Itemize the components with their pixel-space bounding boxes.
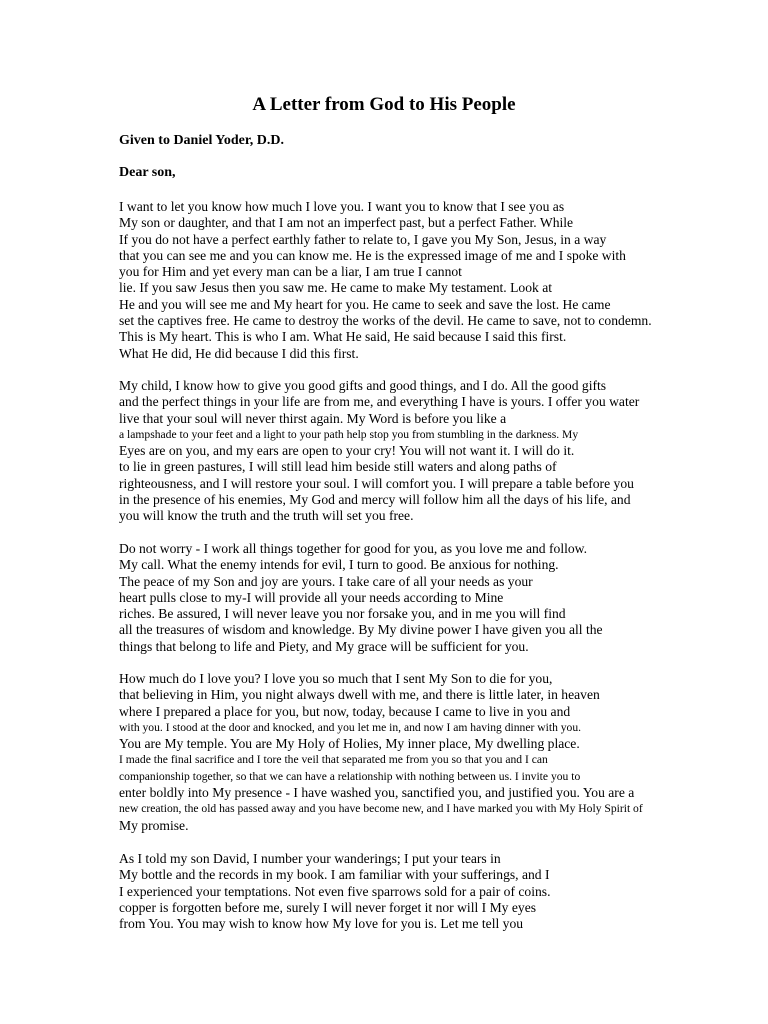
text-line: I want to let you know how much I love you. I want you to know that I see you as xyxy=(119,199,565,214)
text-line: in the presence of his enemies, My God and mercy will follow him all the days of his life, and xyxy=(119,492,631,508)
salutation: Dear son, xyxy=(119,165,176,180)
text-line: I made the final sacrifice and I tore the veil that separated me from you so that you and I can xyxy=(119,753,548,767)
text-line: heart pulls close to my-I will provide all your needs according to Mine xyxy=(119,589,504,605)
text-line: righteousness, and I will restore your soul. I will comfort you. I will prepare a table before you xyxy=(119,475,634,491)
text-line: My promise. xyxy=(119,817,189,833)
document-title: A Letter from God to His People xyxy=(252,94,516,115)
text-line: that believing in Him, you night always dwell with me, and there is little later, in heaven xyxy=(119,687,600,703)
text-line: My bottle and the records in my book. I am familiar with your sufferings, and I xyxy=(119,867,550,883)
text-line: If you do not have a perfect earthly father to relate to, I gave you My Son, Jesus, in a way xyxy=(119,231,607,247)
text-line: lie. If you saw Jesus then you saw me. He came to make My testament. Look at xyxy=(119,280,553,296)
text-line: live that your soul will never thirst again. My Word is before you like a xyxy=(119,410,507,426)
text-line: where I prepared a place for you, but now, today, because I came to live in you and xyxy=(119,703,571,719)
text-line: riches. Be assured, I will never leave you nor forsake you, and in me you will find xyxy=(119,606,566,622)
paragraph-1 xyxy=(119,199,652,362)
text-line: a lampshade to your feet and a light to your path help stop you from stumbling in the darkness. My xyxy=(119,427,579,441)
text-line: you will know the truth and the truth will set you free. xyxy=(119,508,414,524)
text-line: and the perfect things in your life are from me, and everything I have is yours. I offer you water xyxy=(119,394,640,410)
text-line: copper is forgotten before me, surely I will never forget it nor will I My eyes xyxy=(119,899,537,915)
text-line: things that belong to life and Piety, and My grace will be sufficient for you. xyxy=(119,638,529,654)
text-line: You are My temple. You are My Holy of Holies, My inner place, My dwelling place. xyxy=(119,736,580,752)
text-line: companionship together, so that we can have a relationship with nothing between us. I invite you to xyxy=(119,769,581,783)
paragraph-4 xyxy=(119,671,643,834)
given-to-line: Given to Daniel Yoder, D.D. xyxy=(119,133,285,148)
text-line: Do not worry - I work all things together for good for you, as you love me and follow. xyxy=(119,541,588,556)
text-line: He and you will see me and My heart for you. He came to seek and save the lost. He came xyxy=(119,296,611,312)
text-line: My child, I know how to give you good gifts and good things, and I do. All the good gifts xyxy=(119,378,607,393)
text-line: to lie in green pastures, I will still lead him beside still waters and along paths of xyxy=(119,459,557,475)
text-line: I experienced your temptations. Not even five sparrows sold for a pair of coins. xyxy=(119,883,551,899)
text-line: The peace of my Son and joy are yours. I take care of all your needs as your xyxy=(119,573,533,589)
text-line: set the captives free. He came to destroy the works of the devil. He came to save, not to condemn. xyxy=(119,313,652,329)
text-line: This is My heart. This is who I am. What He said, He said because I said this first. xyxy=(119,329,567,345)
text-line: enter boldly into My presence - I have washed you, sanctified you, and justified you. You are a xyxy=(119,785,635,801)
text-line: all the treasures of wisdom and knowledge. By My divine power I have given you all the xyxy=(119,622,603,638)
text-line: How much do I love you? I love you so much that I sent My Son to die for you, xyxy=(119,671,553,686)
text-line: What He did, He did because I did this first. xyxy=(119,345,359,361)
text-line: Eyes are on you, and my ears are open to your cry! You will not want it. I will do it. xyxy=(119,443,575,459)
text-line: My call. What the enemy intends for evil, I turn to good. Be anxious for nothing. xyxy=(119,557,559,573)
text-line: that you can see me and you can know me. He is the expressed image of me and I spoke with xyxy=(119,247,626,263)
text-line: As I told my son David, I number your wanderings; I put your tears in xyxy=(119,851,501,866)
text-line: new creation, the old has passed away and you have become new, and I have marked you with My Holy Spirit of xyxy=(119,802,643,816)
paragraph-3 xyxy=(119,541,603,655)
text-line: you for Him and yet every man can be a liar, I am true I cannot xyxy=(119,264,462,280)
paragraph-2 xyxy=(119,378,639,525)
text-line: from You. You may wish to know how My love for you is. Let me tell you xyxy=(119,916,524,932)
text-line: with you. I stood at the door and knocked, and you let me in, and now I am having dinner with you. xyxy=(119,720,582,734)
text-line: My son or daughter, and that I am not an imperfect past, but a perfect Father. While xyxy=(119,215,574,231)
paragraph-5 xyxy=(119,851,550,932)
